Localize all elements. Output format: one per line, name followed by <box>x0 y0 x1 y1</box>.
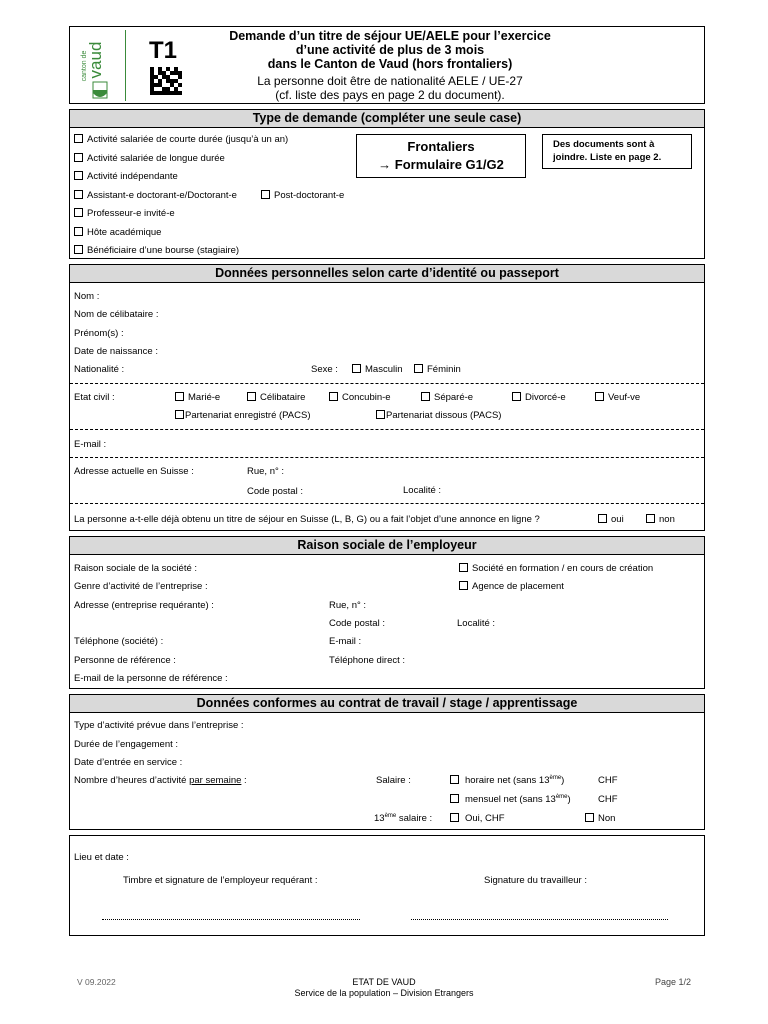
frontaliers-link: → Formulaire G1/G2 <box>378 157 504 172</box>
divider <box>70 457 704 458</box>
option-non[interactable]: Non <box>585 813 615 824</box>
section-title: Données personnelles selon carte d’identité ou passeport <box>70 265 704 283</box>
option-pacs[interactable]: Partenariat enregistré (PACS) <box>175 410 311 421</box>
svg-text:vaud: vaud <box>86 41 105 79</box>
type-option[interactable]: Bénéficiaire d’une bourse (stagiaire) <box>74 245 239 256</box>
label-personne-reference: Personne de référence : <box>74 655 176 666</box>
option-masculin[interactable]: Masculin <box>352 364 403 375</box>
label-rue: Rue, n° : <box>329 600 367 611</box>
footer-page-number: Page 1/2 <box>655 977 692 987</box>
label-lieu-date: Lieu et date : <box>74 852 129 863</box>
checkbox[interactable] <box>512 392 521 401</box>
type-option[interactable]: Activité salariée de longue durée <box>74 153 225 164</box>
label-13eme-salaire: 13ème salaire : <box>374 813 433 824</box>
header-title <box>200 29 580 71</box>
signature-line-employeur[interactable] <box>102 919 360 920</box>
subtitle-line-1: La personne doit être de nationalité AELE / UE-27 <box>257 74 523 88</box>
label-salaire: Salaire : <box>376 775 411 786</box>
label-localite: Localité : <box>457 618 496 629</box>
checkbox[interactable] <box>329 392 338 401</box>
label-etat-civil: Etat civil : <box>74 392 115 403</box>
option-societe-formation[interactable]: Société en formation / en cours de création <box>459 563 653 574</box>
section-signature <box>69 835 705 936</box>
checkbox[interactable] <box>450 775 459 784</box>
signature-line-travailleur[interactable] <box>411 919 668 920</box>
label-sexe: Sexe : <box>311 364 338 375</box>
checkbox[interactable] <box>175 410 184 419</box>
type-option[interactable]: Activité salariée de courte durée (jusqu’à un an) <box>74 134 288 145</box>
checkbox[interactable] <box>459 581 468 590</box>
option-pacs-dissous[interactable]: Partenariat dissous (PACS) <box>376 410 501 421</box>
option-agence-placement[interactable]: Agence de placement <box>459 581 564 592</box>
form-code: T1 <box>149 37 178 64</box>
title-line-1: Demande d’un titre de séjour UE/AELE pour l’exercice <box>229 29 551 43</box>
type-option[interactable]: Hôte académique <box>74 227 161 238</box>
label-nom-celibataire: Nom de célibataire : <box>74 309 159 320</box>
divider <box>70 503 704 504</box>
label-raison-sociale: Raison sociale de la société : <box>74 563 198 574</box>
checkbox[interactable] <box>261 190 270 199</box>
checkbox[interactable] <box>74 208 83 217</box>
canton-vaud-logo <box>76 30 126 101</box>
checkbox[interactable] <box>376 410 385 419</box>
option-oui[interactable]: oui <box>598 514 624 525</box>
vaud-logo-icon <box>76 30 116 101</box>
section-title: Données conformes au contrat de travail / stage / apprentissage <box>70 695 704 713</box>
label-signature-employeur: Timbre et signature de l’employeur requérant : <box>123 875 318 886</box>
footer-version: V 09.2022 <box>77 977 116 987</box>
checkbox[interactable] <box>352 364 361 373</box>
label-signature-travailleur: Signature du travailleur : <box>484 875 587 886</box>
label-email-reference: E-mail de la personne de référence : <box>74 673 228 684</box>
title-line-2: d’une activité de plus de 3 mois <box>295 43 485 57</box>
section-employeur <box>69 536 705 689</box>
footer-org: ETAT DE VAUD Service de la population – Division Etrangers <box>294 977 474 998</box>
checkbox[interactable] <box>450 813 459 822</box>
subtitle-line-2: (cf. liste des pays en page 2 du document). <box>275 88 505 102</box>
section-contrat <box>69 694 705 830</box>
checkbox[interactable] <box>450 794 459 803</box>
civil-option[interactable]: Marié-e <box>175 392 220 403</box>
checkbox[interactable] <box>247 392 256 401</box>
option-feminin[interactable]: Féminin <box>414 364 461 375</box>
label-nationalite: Nationalité : <box>74 364 125 375</box>
label-telephone-direct: Téléphone direct : <box>329 655 406 666</box>
checkbox[interactable] <box>74 245 83 254</box>
type-option[interactable]: Professeur-e invité-e <box>74 208 175 219</box>
civil-option[interactable]: Célibataire <box>247 392 305 403</box>
civil-option[interactable]: Divorcé-e <box>512 392 566 403</box>
label-adresse-entreprise: Adresse (entreprise requérante) : <box>74 600 214 611</box>
option-postdoc[interactable]: Post-doctorant-e <box>261 190 344 201</box>
chf-horaire: CHF <box>598 775 618 786</box>
checkbox[interactable] <box>175 392 184 401</box>
civil-option[interactable]: Concubin-e <box>329 392 391 403</box>
label-localite: Localité : <box>403 485 442 496</box>
checkbox[interactable] <box>74 227 83 236</box>
header-subtitle <box>200 74 580 102</box>
checkbox[interactable] <box>74 153 83 162</box>
label-duree: Durée de l’engagement : <box>74 739 179 750</box>
option-oui-chf[interactable]: Oui, CHF <box>450 813 505 824</box>
label-telephone: Téléphone (société) : <box>74 636 164 647</box>
checkbox[interactable] <box>598 514 607 523</box>
label-type-activite: Type d’activité prévue dans l’entreprise : <box>74 720 244 731</box>
label-heures-semaine: Nombre d’heures d’activité par semaine : <box>74 775 247 786</box>
label-code-postal: Code postal : <box>329 618 385 629</box>
checkbox[interactable] <box>74 134 83 143</box>
checkbox[interactable] <box>421 392 430 401</box>
chf-mensuel: CHF <box>598 794 618 805</box>
title-line-3: dans le Canton de Vaud (hors frontaliers) <box>267 57 513 71</box>
checkbox[interactable] <box>595 392 604 401</box>
frontaliers-title: Frontaliers <box>407 139 475 154</box>
label-prenom: Prénom(s) : <box>74 328 124 339</box>
checkbox[interactable] <box>585 813 594 822</box>
label-date-entree: Date d’entrée en service : <box>74 757 183 768</box>
option-mensuel[interactable]: mensuel net (sans 13ème) <box>450 794 571 805</box>
divider <box>70 383 704 384</box>
label-email: E-mail : <box>329 636 362 647</box>
svg-text:canton de: canton de <box>81 50 88 82</box>
question-titre-sejour: La personne a-t-elle déjà obtenu un titre de séjour en Suisse (L, B, G) ou a fait l’objet d’une annonce en ligne ? <box>74 514 540 525</box>
section-type-demande <box>69 109 705 259</box>
option-horaire[interactable]: horaire net (sans 13ème) <box>450 775 564 786</box>
checkbox[interactable] <box>459 563 468 572</box>
label-adresse: Adresse actuelle en Suisse : <box>74 466 194 477</box>
label-code-postal: Code postal : <box>247 486 303 497</box>
civil-option[interactable]: Séparé-e <box>421 392 473 403</box>
option-non[interactable]: non <box>646 514 675 525</box>
type-option[interactable]: Assistant-e doctorant-e/Doctorant-e <box>74 190 237 201</box>
section-title: Type de demande (compléter une seule case) <box>70 110 704 128</box>
label-email: E-mail : <box>74 439 107 450</box>
label-nom: Nom : <box>74 291 100 302</box>
section-donnees-personnelles <box>69 264 705 531</box>
header-box <box>69 26 705 104</box>
civil-option[interactable]: Veuf-ve <box>595 392 640 403</box>
checkbox[interactable] <box>74 171 83 180</box>
section-title: Raison sociale de l’employeur <box>70 537 704 555</box>
label-rue: Rue, n° : <box>247 466 285 477</box>
checkbox[interactable] <box>646 514 655 523</box>
frontaliers-box <box>356 134 526 178</box>
checkbox[interactable] <box>74 190 83 199</box>
type-option[interactable]: Activité indépendante <box>74 171 178 182</box>
divider <box>70 429 704 430</box>
qr-code-icon <box>150 67 182 95</box>
documents-note: Des documents sont à joindre. Liste en page 2. <box>542 134 692 169</box>
label-genre-activite: Genre d’activité de l’entreprise : <box>74 581 208 592</box>
label-date-naissance: Date de naissance : <box>74 346 158 357</box>
checkbox[interactable] <box>414 364 423 373</box>
